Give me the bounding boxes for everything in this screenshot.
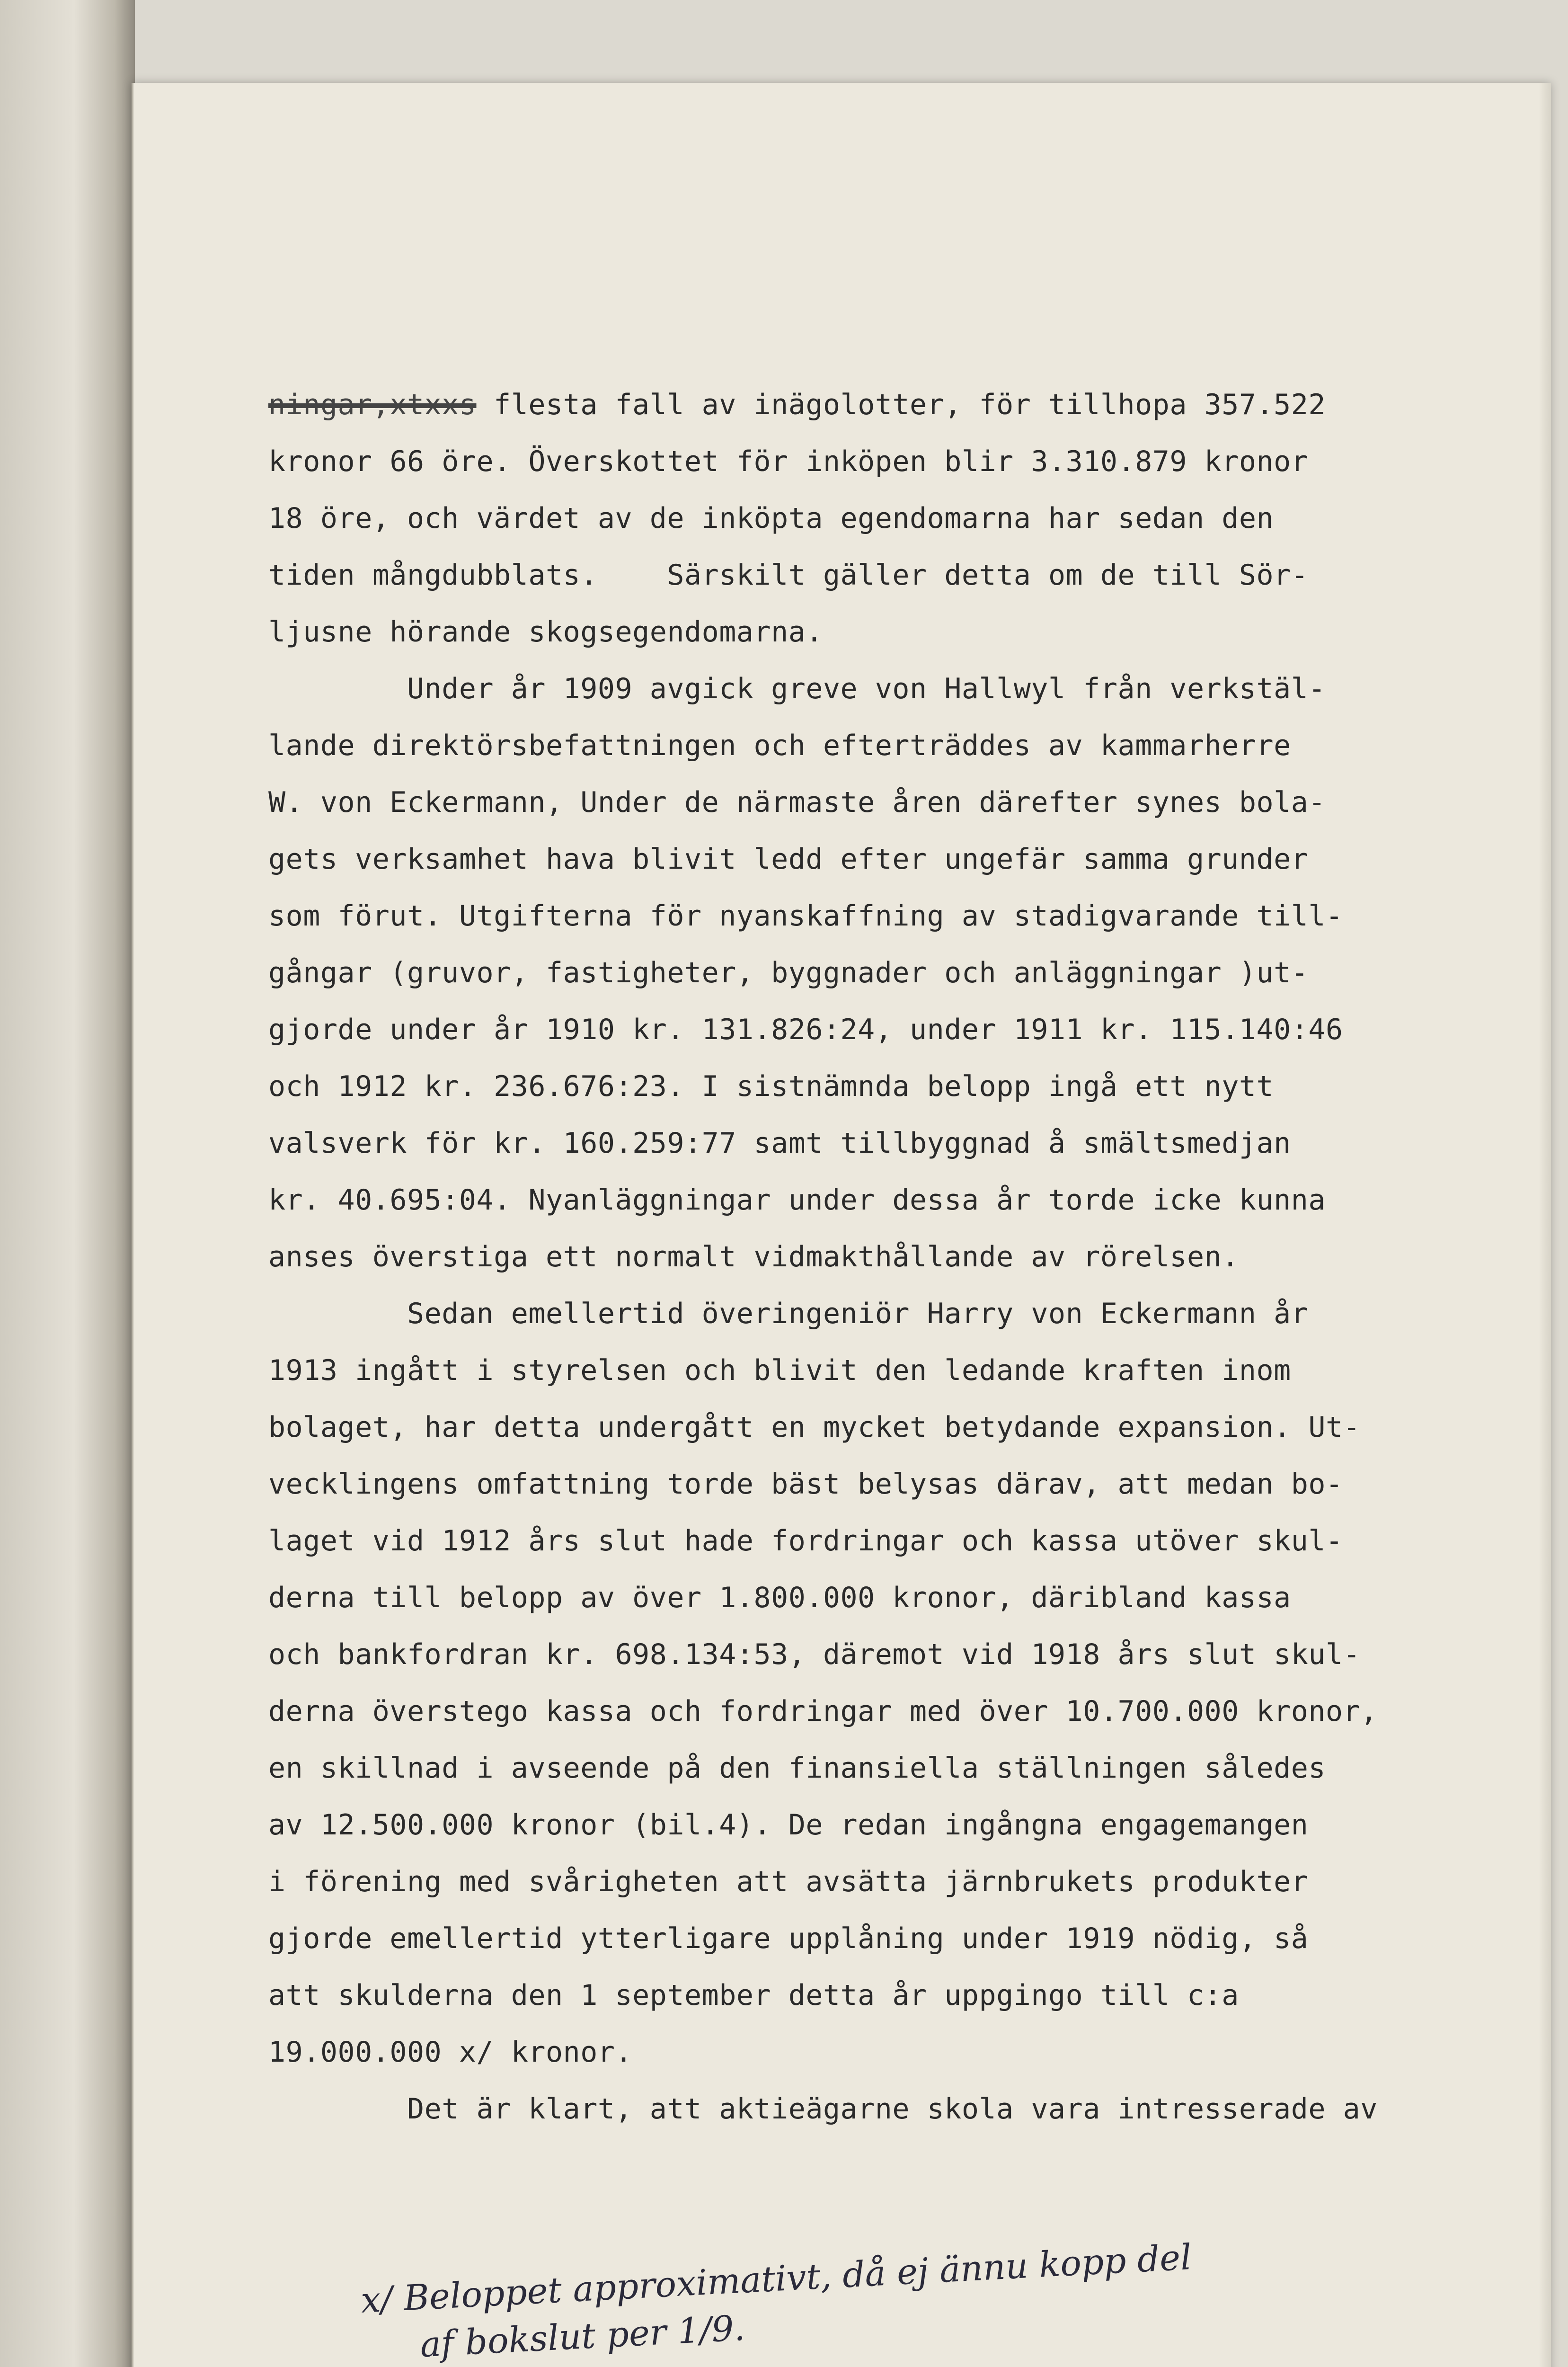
footnote-line-1: x/ Beloppet approximativt, då ej ännu kopp del xyxy=(360,2237,1193,2321)
text-line: Det är klart, att aktieägarne skola vara intresserade av xyxy=(268,2092,1378,2126)
typed-text-body xyxy=(268,376,1499,2137)
page-edge xyxy=(1539,83,1551,2367)
book-spine xyxy=(0,0,135,2367)
text-line: derna till belopp av över 1.800.000 kronor, däribland kassa xyxy=(268,1581,1291,1614)
text-line: kronor 66 öre. Överskottet för inköpen blir 3.310.879 kronor xyxy=(268,445,1309,478)
text-line: som förut. Utgifterna för nyanskaffning av stadigvarande till- xyxy=(268,899,1343,933)
text-line: 1913 ingått i styrelsen och blivit den ledande kraften inom xyxy=(268,1354,1291,1387)
text-line: i förening med svårigheten att avsätta järnbrukets produkter xyxy=(268,1865,1309,1898)
text-line: derna överstego kassa och fordringar med över 10.700.000 kronor, xyxy=(268,1695,1378,1728)
text-line: W. von Eckermann, Under de närmaste åren därefter synes bola- xyxy=(268,786,1326,819)
text-line: ljusne hörande skogsegendomarna. xyxy=(268,615,823,649)
text-line: laget vid 1912 års slut hade fordringar och kassa utöver skul- xyxy=(268,1524,1343,1557)
text-line: Sedan emellertid överingeniör Harry von Eckermann år xyxy=(268,1297,1309,1330)
text-line: gjorde emellertid ytterligare upplåning under 1919 nödig, så xyxy=(268,1922,1309,1955)
text-line: en skillnad i avseende på den finansiella ställningen således xyxy=(268,1752,1326,1785)
text-line: 19.000.000 x/ kronor. xyxy=(268,2036,633,2069)
text-line: lande direktörsbefattningen och efterträddes av kammarherre xyxy=(268,729,1291,762)
footnote-line-2: af bokslut per 1/9. xyxy=(419,2307,746,2366)
text-line: gjorde under år 1910 kr. 131.826:24, under 1911 kr. 115.140:46 xyxy=(268,1013,1343,1046)
text-line: valsverk för kr. 160.259:77 samt tillbyggnad å smältsmedjan xyxy=(268,1127,1291,1160)
text-line: 18 öre, och värdet av de inköpta egendomarna har sedan den xyxy=(268,502,1274,535)
text-line: bolaget, har detta undergått en mycket betydande expansion. Ut- xyxy=(268,1411,1361,1444)
text-line: och bankfordran kr. 698.134:53, däremot vid 1918 års slut skul- xyxy=(268,1638,1361,1671)
text-line: gets verksamhet hava blivit ledd efter ungefär samma grunder xyxy=(268,843,1309,876)
struck-out-word: ningar,xtxxs xyxy=(268,388,477,421)
text-line-1: ningar,xtxxs flesta fall av inägolotter, för tillhopa 357.522 xyxy=(268,388,1326,421)
text-line: kr. 40.695:04. Nyanläggningar under dessa år torde icke kunna xyxy=(268,1184,1326,1217)
text-line: gångar (gruvor, fastigheter, byggnader och anläggningar )ut- xyxy=(268,956,1309,989)
text-line: Under år 1909 avgick greve von Hallwyl från verkstäl- xyxy=(268,672,1326,705)
text-line: tiden mångdubblats. Särskilt gäller detta om de till Sör- xyxy=(268,559,1309,592)
text-line: vecklingens omfattning torde bäst belysas därav, att medan bo- xyxy=(268,1468,1343,1501)
text-line: av 12.500.000 kronor (bil.4). De redan ingångna engagemangen xyxy=(268,1808,1309,1842)
text-line: att skulderna den 1 september detta år uppgingo till c:a xyxy=(268,1979,1239,2012)
text-line: anses överstiga ett normalt vidmakthållande av rörelsen. xyxy=(268,1240,1239,1273)
text-line: och 1912 kr. 236.676:23. I sistnämnda belopp ingå ett nytt xyxy=(268,1070,1274,1103)
